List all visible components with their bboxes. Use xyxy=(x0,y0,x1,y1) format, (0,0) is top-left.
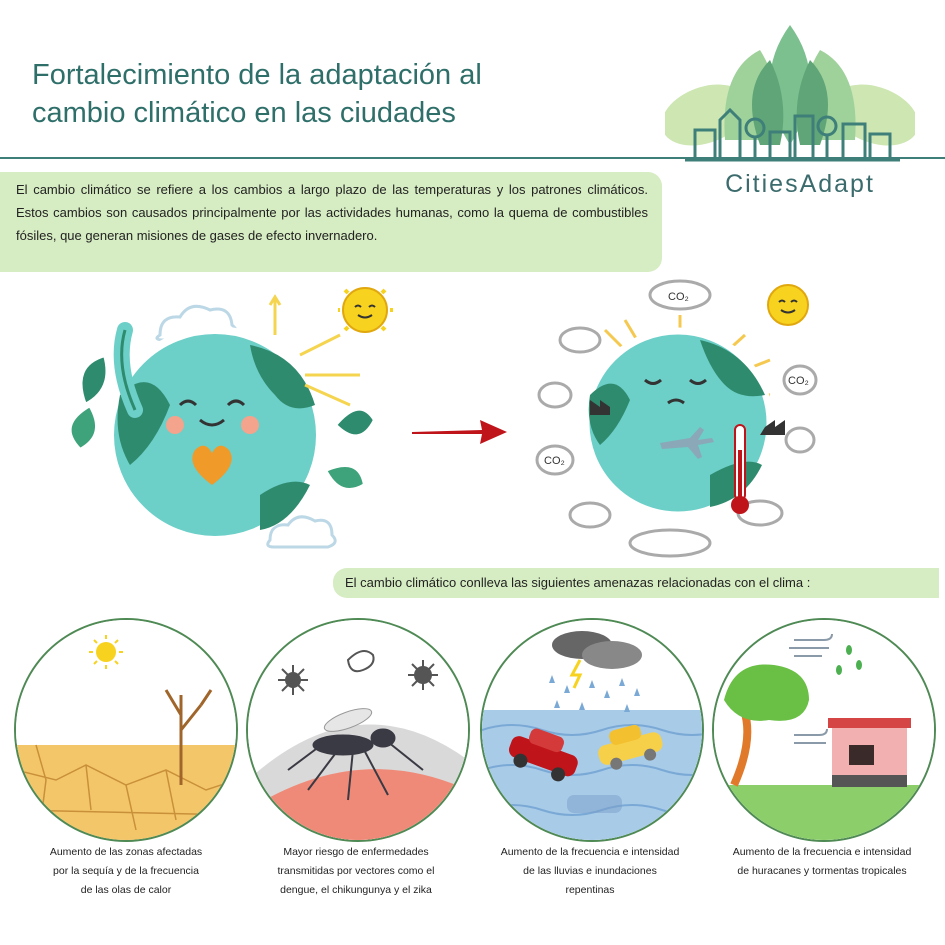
intro-text: El cambio climático se refiere a los cambios a largo plazo de las temperaturas y los patrones climáticos. Estos cambios son causados principalmente por las actividades humanas, como la quema de combustibles fósiles, que generan misiones de gases de efecto invernadero. xyxy=(16,182,648,243)
sick-earth-illustration xyxy=(530,275,830,565)
sun-icon xyxy=(338,285,393,332)
transition-arrow-icon xyxy=(412,410,512,450)
page-title-line-2: cambio climático en las ciudades xyxy=(32,97,456,129)
leaves-left-icon xyxy=(70,355,108,450)
happy-earth-illustration xyxy=(60,285,400,565)
co2-label: CO₂ xyxy=(668,291,689,303)
logo-text: CitiesAdapt xyxy=(725,170,875,198)
co2-label: CO₂ xyxy=(544,455,565,467)
drought-circle xyxy=(14,618,238,842)
drought-caption: Aumento de las zonas afectadas por la sequía y de la frecuencia de las olas de calor xyxy=(49,846,203,896)
logo-leaves-icon xyxy=(665,20,915,170)
co2-label: CO₂ xyxy=(788,375,809,387)
sun-icon xyxy=(768,285,808,325)
flood-circle xyxy=(480,618,704,842)
hurricane-circle xyxy=(712,618,936,842)
leaves-right-icon xyxy=(325,409,375,490)
vector-disease-caption: Mayor riesgo de enfermedades transmitidas por vectores como el dengue, el chikungunya y el zika xyxy=(277,846,435,896)
intro-banner xyxy=(0,172,662,272)
submerged-car-icon xyxy=(567,795,622,813)
house-icon xyxy=(828,718,911,787)
threats-heading: El cambio climático conlleva las siguientes amenazas relacionadas con el clima : xyxy=(345,575,811,590)
page-title-line-1: Fortalecimiento de la adaptación al xyxy=(32,59,482,91)
vector-disease-circle xyxy=(246,618,470,842)
flood-caption: Aumento de la frecuencia e intensidad de las lluvias e inundaciones repentinas xyxy=(500,846,680,896)
hurricane-caption: Aumento de la frecuencia e intensidad de huracanes y tormentas tropicales xyxy=(732,846,912,877)
threats-banner xyxy=(333,568,939,598)
header-divider xyxy=(0,157,945,159)
page-title xyxy=(32,56,672,132)
